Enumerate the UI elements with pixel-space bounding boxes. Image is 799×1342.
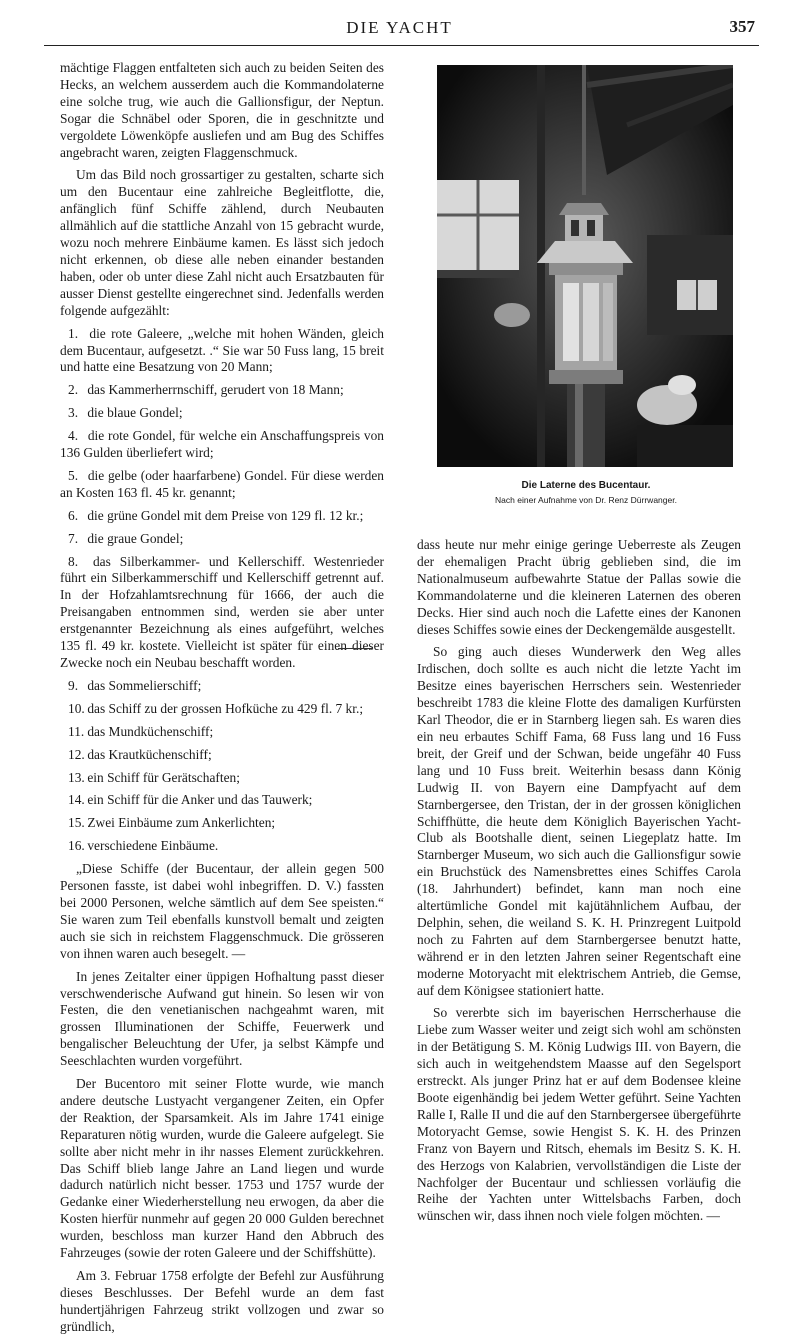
- paragraph: So ging auch dieses Wunderwerk den Weg alles Irdischen, doch sollte es auch nicht die letzte Yacht im Besitze eines bayerischen Herrschers sein. Westenrieder beschreibt 1783 die kleine Flotte des damaligen Kurfürsten Karl Theodor, die er in Starnberg liegen sah. Es waren dies ein neu erbautes Schiff Fama, 68 Fuss lang und 16 Fuss breit, der Greif und der Schwan, beide ungefähr 40 Fuss lang und 10 Fuss breit. Weiterhin besass dann König Ludwig II. von Bayern eine Dampfyacht auf dem Starnbergersee, den Tristan, der in der grossen königlichen Schiffhütte, die heute dem Königlich Bayerischen Yacht-Club als Bootshalle dient, seinen Liegeplatz hatte. Im Starnberger Museum, wo sich auch die Gallionsfigur sowie ein Bruchstück des Namensbrettes eines Schiffes Carola (18. Jahrhundert) befindet, kann man noch eine altertümliche Gondel mit kajütähnlichem Aufbau, der Delphin, sehen, die weiland S. K. H. Prinzregent Luitpold noch zu Fahrten auf dem Starnbergersee benutzt hatte, während er in den letzten Jahren seiner Regentschaft eine moderne Motoryacht mit elektrischem Antrieb, die Gemse, auf dem Königsee stationiert hatte.: [417, 644, 741, 998]
- figure-caption: [417, 480, 755, 505]
- ship-list: [60, 326, 384, 856]
- list-item-text: das Silberkammer- und Kellerschiff. Westenrieder führt ein Silberkammerschiff und Kellerschiff getrennt auf. In der Hofzahlamtsrechnung für 1666, der auch die Preisangaben entnommen sind, werden sie aber unter erstgenannter Bezeichnung als eines aufgeführt, welches 135 fl. 49 kr. kostete. Vielleicht ist später für einen dieser Zwecke noch ein Neubau beschafft worden.: [60, 553, 384, 670]
- list-item-number: 14.: [68, 792, 85, 808]
- list-item-text: die rote Gondel, für welche ein Anschaffungspreis von 136 Gulden überliefert wird;: [60, 428, 384, 461]
- list-item-text: die blaue Gondel;: [87, 405, 183, 421]
- list-item-text: das Mundküchenschiff;: [87, 723, 214, 739]
- list-item-number: 15.: [68, 815, 85, 831]
- margin-dash-mark: [338, 648, 373, 649]
- caption-title: Die Laterne des Bucentaur.: [521, 480, 651, 491]
- list-item-text: das Sommelierschiff;: [87, 677, 202, 693]
- list-item-number: 9.: [68, 677, 79, 693]
- list-item: [60, 428, 384, 462]
- caption-credit: Nach einer Aufnahme von Dr. Renz Dürrwanger.: [495, 495, 677, 505]
- left-column: [60, 60, 384, 1342]
- list-item-text: ein Schiff für Gerätschaften;: [87, 769, 240, 785]
- running-title: DIE YACHT: [346, 18, 453, 37]
- list-item-number: 12.: [68, 746, 85, 762]
- list-item: [60, 724, 384, 741]
- list-item-number: 3.: [68, 405, 79, 421]
- list-item-text: die gelbe (oder haarfarbene) Gondel. Für diese werden an Kosten 163 fl. 45 kr. genannt;: [60, 467, 384, 500]
- list-item: [60, 531, 384, 548]
- page-header: [0, 0, 799, 46]
- list-item: [60, 468, 384, 502]
- list-item-text: verschiedene Einbäume.: [87, 838, 219, 854]
- list-item-text: das Schiff zu der grossen Hofküche zu 429 fl. 7 kr.;: [87, 700, 364, 716]
- list-item-text: ein Schiff für die Anker und das Tauwerk;: [87, 792, 313, 808]
- list-item-text: das Kammerherrnschiff, gerudert von 18 Mann;: [87, 382, 344, 398]
- list-item-text: die rote Galeere, „welche mit hohen Wänden, gleich dem Bucentaur, aufgesetzt. .“ Sie war 50 Fuss lang, 15 breit und hatte eine Besatzung von 20 Mann;: [60, 325, 384, 375]
- list-item: [60, 382, 384, 399]
- list-item-number: 2.: [68, 382, 79, 398]
- paragraph: dass heute nur mehr einige geringe Ueberreste als Zeugen der ehemaligen Pracht übrig geblieben sind, die im Nationalmuseum aufbewahrte Statue der Pallas sowie die Kommandolaterne und die kleineren Laternen des oberen Decks. Hier sind auch noch die Lafette eines der Kanonen dieses Schiffes sowie eines der Deckengemälde ausgestellt.: [417, 537, 741, 637]
- list-item-number: 11.: [68, 723, 85, 739]
- list-item-text: Zwei Einbäume zum Ankerlichten;: [87, 815, 276, 831]
- list-item: [60, 838, 384, 855]
- list-item: [60, 326, 384, 377]
- list-item-text: die grüne Gondel mit dem Preise von 129 fl. 12 kr.;: [87, 507, 364, 523]
- lantern-photo-illustration: [437, 65, 733, 467]
- list-item: [60, 792, 384, 809]
- list-item-number: 4.: [68, 428, 79, 444]
- list-item: [60, 770, 384, 787]
- list-item: [60, 508, 384, 525]
- right-column: [417, 537, 741, 1231]
- paragraph: mächtige Flaggen entfalteten sich auch zu beiden Seiten des Hecks, an welchem ausserdem auch die Kommandolaterne eine solche trug, wie auch die Gallionsfigur, der Neptun. Sogar die Schnäbel oder Sporen, die in geschnitzte und vergoldete Löwenköpfe ausliefen und am Bug des Schiffes angebracht waren, zeigten Flaggenschmuck.: [60, 60, 384, 160]
- paragraph: Am 3. Februar 1758 erfolgte der Befehl zur Ausführung dieses Beschlusses. Der Befehl wurde an dem fast hundertjährigen Fahrzeug strikt vollzogen und zwar so gründlich,: [60, 1268, 384, 1334]
- list-item-number: 16.: [68, 838, 85, 854]
- list-item-number: 7.: [68, 530, 79, 546]
- list-item-number: 13.: [68, 769, 85, 785]
- paragraph: Um das Bild noch grossartiger zu gestalten, scharte sich um den Bucentaur eine zahlreiche Begleitflotte, die, anfänglich fünf Schiffe zählend, durch Neubauten allmählich auf die stattliche Anzahl von 15 gebracht wurde, wozu noch mehrere Einbäume kamen. Es lässt sich jedoch nicht erkennen, ob diese alle neben einander bestanden haben, oder ob unter diese Zahl nicht auch Ersatzbauten für ausser Dienst gestellte eingerechnet sind. Jedenfalls werden folgende aufgezählt:: [60, 167, 384, 318]
- paragraph: In jenes Zeitalter einer üppigen Hofhaltung passt dieser verschwenderische Aufwand gut hinein. So lesen wir von Festen, die den venetianischen nachgeahmt waren, mit grossen Illuminationen der Schiffe, Feuerwerk und bengalischer Beleuchtung der Ufer, ja selbst Kämpfe und Seeschlachten wurden vorgeführt.: [60, 968, 384, 1069]
- page-number: 357: [729, 17, 755, 36]
- list-item: [60, 554, 384, 672]
- header-rule: [44, 45, 759, 46]
- list-item: [60, 815, 384, 832]
- lantern-photograph: [437, 65, 733, 467]
- list-item-text: das Krautküchenschiff;: [87, 746, 212, 762]
- list-item-text: die graue Gondel;: [87, 530, 184, 546]
- list-item: [60, 701, 384, 718]
- list-item-number: 10.: [68, 700, 85, 716]
- paragraph: „Diese Schiffe (der Bucentaur, der allein gegen 500 Personen fasste, ist dabei wohl inbegriffen. D. V.) fassten bei 2000 Personen, welche sämtlich auf dem See speisten.“ Sie waren zum Teil ebenfalls kunstvoll bemalt und zeigten auch sie sich in reichstem Flaggenschmuck. Die grösseren von ihnen waren auch besegelt. —: [60, 861, 384, 961]
- list-item-number: 5.: [68, 467, 79, 483]
- paragraph: Der Bucentoro mit seiner Flotte wurde, wie manch andere deutsche Lustyacht vergangener Zeiten, ein Opfer der Reaktion, der Sparsamkeit. Als im Jahre 1741 einige Reparaturen nötig wurden, wurde die Galeere aufgelegt. Sie sollte aber nicht mehr in ihr nasses Element zurückkehren. Das Schiff blieb lange Jahre an Land liegen und wurde dadurch natürlich nicht besser. 1753 und 1757 wurde der Gedanke einer Wiederherstellung neu erwogen, da aber die Kosten hierfür nunmehr auf gegen 20 000 Gulden berechnet wurden, beschloss man kurzer Hand den Abbruch des Fahrzeuges (sowie der roten Galeere und der Schiffshütte).: [60, 1076, 384, 1261]
- list-item-number: 1.: [68, 325, 79, 341]
- list-item: [60, 678, 384, 695]
- list-item: [60, 405, 384, 422]
- list-item: [60, 747, 384, 764]
- paragraph: So vererbte sich im bayerischen Herrscherhause die Liebe zum Wasser weiter und zeigt sich wohl am schönsten in der Betätigung S. M. König Ludwigs III. von Bayern, die sich auch in weitgehendstem Maasse auf den Segelsport erstreckt. Als junger Prinz hat er auf dem Bodensee kleine Boote eigenhändig bei jedem Wetter geführt. Seine Yachten Ralle I, Ralle II und die auf den Starnbergersee übergeführte Motoryacht Gemse, sowie Hengist S. K. H. des Prinzen Franz von Bayern und Ritsch, ehemals im Besitz S. K. H. des Herzogs von Kalabrien, vervollständigen die Liste der Nachfolger der Bucentaur und schliessen vorläufig die Reihe der Yachten unter Wittelsbachs Farben, doch wünschen wir, dass ihnen noch viele folgen möchten. —: [417, 1005, 741, 1224]
- list-item-number: 8.: [68, 553, 79, 569]
- list-item-number: 6.: [68, 507, 79, 523]
